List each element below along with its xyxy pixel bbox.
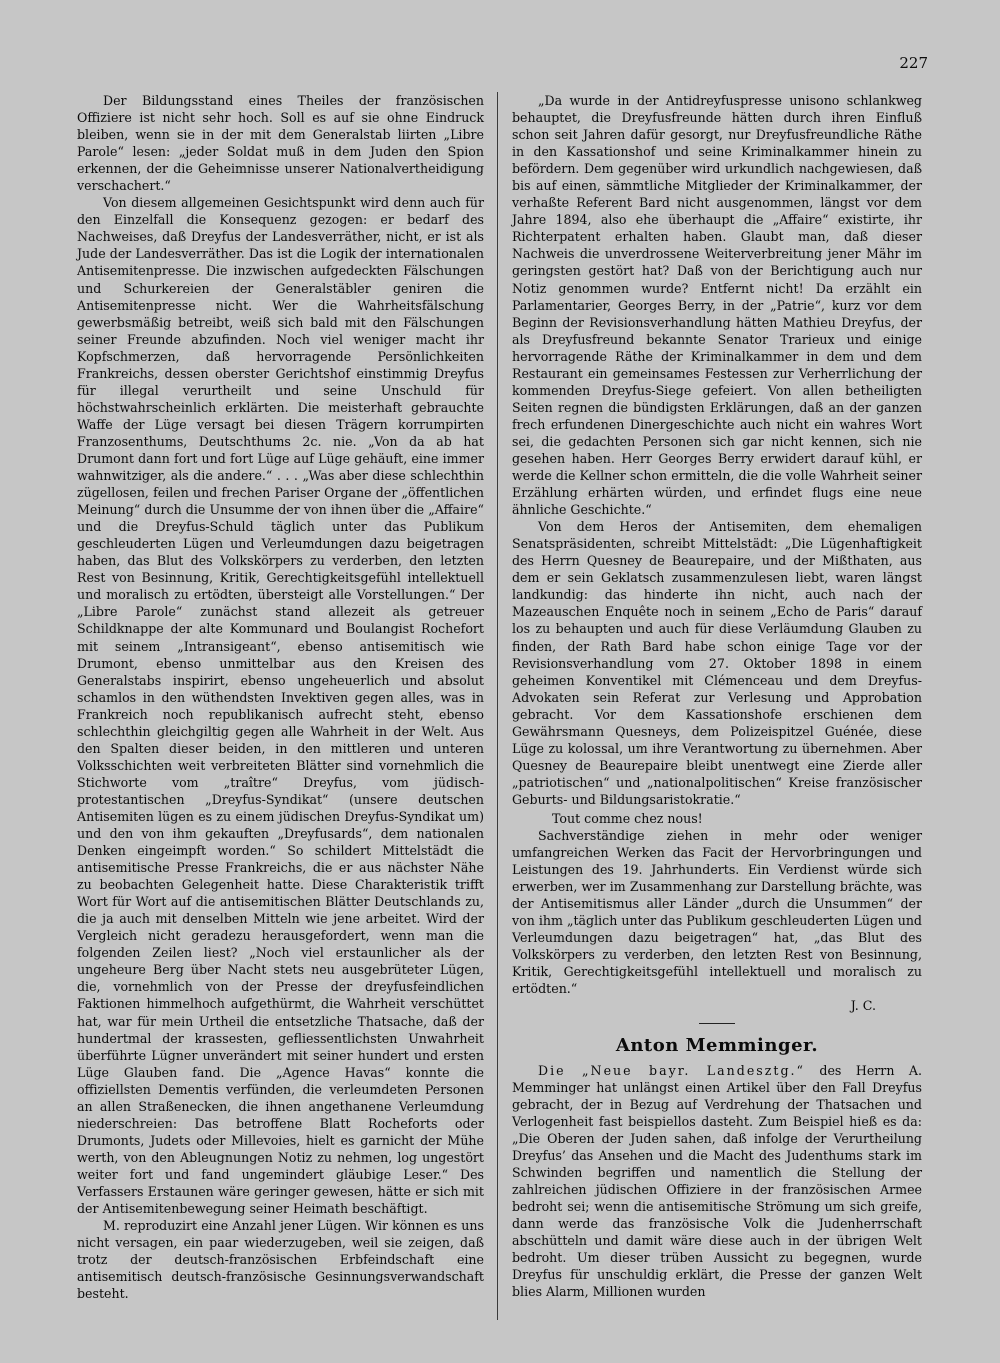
author-signature: J. C.	[850, 998, 876, 1014]
section-body: des Herrn A. Memminger hat unlängst einen Artikel über den Fall Dreyfus gebracht, der in Bezug auf Verdrehung der Thatsachen und Verlogenheit fast beispiellos dasteht. Zum Beispiel hieß es da: „Die Oberen der Juden sahen, daß infolge der Verurtheilung Dreyfus’ das Ansehen und die Macht des Judenthums stark im Schwinden begriffen und namentlich die Stellung der zahlreichen jüdischen Offiziere in der französischen Armee bedroht sei; wenn die antisemitische Strömung um sich greife, dann werde das französische Volk die Judenherrschaft abschütteln und damit wäre diese auch in der übrigen Welt bedroht. Um dieser trüben Aussicht zu begegnen, wurde Dreyfus für unschuldig erklärt, die Presse der ganzen Welt blies Alarm, Millionen wurden	[512, 1062, 922, 1300]
column-divider	[497, 92, 498, 1320]
left-paragraph-2: Von diesem allgemeinen Gesichtspunkt wird denn auch für den Einzelfall die Konsequenz gezogen: er bedarf des Nachweises, daß Dreyfus der Landesverräther, nicht, er ist als Jude der Landesverräther. Das ist die Logik der internationalen Antisemitenpresse. Die inzwischen aufgedeckten Fälschungen und Schurkereien der Generalstäbler geniren die Antisemitenpresse nicht. Wer die Wahrheitsfälschung gewerbsmäßig betreibt, weiß sich bald mit den Fälschungen seiner Freunde abzufinden. Noch viel weniger macht ihr Kopfschmerzen, daß hervorragende Persönlichkeiten Frankreichs, dessen oberster Gerichtshof einstimmig Dreyfus für illegal verurtheilt und seine Unschuld für höchstwahrscheinlich erklärten. Die meisterhaft gebrauchte Waffe der Lüge versagt bei diesen Trägern korrumpirten Franzosenthums, Deutschthums 2c. nie. „Von da ab hat Drumont dann fort und fort Lüge auf Lüge gehäuft, eine immer wahnwitziger, als die andere.“ . . . „Was aber diese schlechthin zügellosen, feilen und frechen Pariser Organe der „öffentlichen Meinung“ durch die Unsumme der von ihnen über die „Affaire“ und die Dreyfus-Schuld täglich unter das Publikum geschleuderten Lügen und Verleumdungen dazu beigetragen haben, das Blut des Volkskörpers zu verderben, den letzten Rest von Besinnung, Kritik, Gerechtigkeitsgefühl intellektuell und moralisch zu ertödten, übersteigt alle Vorstellungen.“ Der „Libre Parole“ zunächst stand allezeit als getreuer Schildknappe der alte Kommunard und Boulangist Rochefort mit seinem „Intransigeant“, ebenso antisemitisch wie Drumont, ebenso unmittelbar aus den Kreisen des Generalstabs inspirirt, ebenso ungeheuerlich und absolut schamlos in den wüthendsten Invektiven gegen alles, was in Frankreich noch republikanisch aufrecht steht, ebenso schlechthin gleichgiltig gegen alle Wahrheit in der Welt. Aus den Spalten dieser beiden, in den mittleren und unteren Volksschichten weit verbreiteten Blätter sind vornehmlich die Stichworte vom „traître“ Dreyfus, vom jüdisch-protestantischen „Dreyfus-Syndikat“ (unsere deutschen Antisemiten lügen es zu einem jüdischen Dreyfus-Syndikat um) und den von ihm gekauften „Dreyfusards“, dem nationalen Denken eingeimpft worden.“ So schildert Mittelstädt die antisemitische Presse Frankreichs, die er aus nächster Nähe zu beobachten Gelegenheit hatte. Diese Charakteristik trifft Wort für Wort auf die antisemitischen Blätter Deutschlands zu, die ja auch mit denselben Mitteln wie jene arbeitet. Wird der Vergleich nicht geradezu herausgefordert, wenn man die folgenden Zeilen liest? „Noch viel erstaunlicher als der ungeheure Berg über Nacht stets neu ausgebrüteter Lügen, die, vornehmlich von der Presse der dreyfusfeindlichen Faktionen himmelhoch aufgethürmt, die Wahrheit verschüttet hat, war für mein Urtheil die entsetzliche Thatsache, daß der hundertmal der krassesten, gefliessentlichsten Unwahrheit überführte Lügner unverändert mit seiner hundert und ersten Lüge Glauben fand. Die „Agence Havas“ konnte die offiziellsten Dementis verfünden, die verleumdeten Personen an allen Straßenecken, die ihnen angethanene Verleumdung niederschreien: Das betroffene Blatt Rocheforts oder Drumonts, Judets oder Millevoies, hielt es garnicht der Mühe werth, von den Ableugnungen Notiz zu nehmen, log ungestört weiter fort und fand ungemindert gläubige Leser.“ Des Verfassers Erstaunen wäre geringer gewesen, hätte er sich mit der Antisemitenbewegung seiner Heimath beschäftigt.	[77, 195, 484, 1217]
newspaper-title: Die „Neue bayr. Landesztg.“	[538, 1062, 805, 1078]
section-heading: Anton Memminger.	[615, 1034, 819, 1056]
left-column	[77, 92, 484, 1302]
left-paragraph-3: M. reproduzirt eine Anzahl jener Lügen. Wir können es uns nicht versagen, ein paar wiederzugeben, weil sie zeigen, daß trotz der deutsch-französischen Erbfeindschaft eine antisemitisch deutsch-französische Gesinnungsverwandschaft besteht.	[77, 1218, 484, 1302]
right-paragraph-2: Von dem Heros der Antisemiten, dem ehemaligen Senatspräsidenten, schreibt Mittelstädt: „Die Lügenhaftigkeit des Herrn Quesney de Beaurepaire, und der Mißthaten, aus dem er sein Geklatsch zusammenzulesen liebt, waren längst landkundig: das hinderte ihn nicht, auch nach der Mazeauschen Enquête noch in seinem „Echo de Paris“ darauf los zu behaupten und auch für diese Verläumdung Glauben zu finden, der Rath Bard habe schon einige Tage vor der Revisionsverhandlung vom 27. Oktober 1898 in einem geheimen Konventikel mit Clémenceau und dem Dreyfus-Advokaten sein Referat zur Verlesung und Approbation gebracht. Vor dem Kassationshofe erschienen dem Gewährsmann Quesneys, dem Polizeispitzel Guénée, diese Lüge zu kolossal, um ihre Verantwortung zu übernehmen. Aber Quesney de Beaurepaire bleibt unentwegt eine Zierde aller „patriotischen“ und „nationalpolitischen“ Kreise französischer Geburts- und Bildungsaristokratie.“	[512, 519, 922, 807]
closing-paragraph: Sachverständige ziehen in mehr oder weniger umfangreichen Werken das Facit der Hervorbringungen und Leistungen des 19. Jahrhunderts. Ein Verdienst würde sich erwerben, wer im Zusammenhang zur Darstellung brächte, was der Antisemitismus aller Länder „durch die Unsummen“ der von ihm „täglich unter das Publikum geschleuderten Lügen und Verleumdungen dazu beigetragen“ hat, „das Blut des Volkskörpers zu verderben, den letzten Rest von Besinnung, Kritik, Gerechtigkeitsgefühl intellektuell und moralisch zu ertödten.“	[512, 828, 922, 997]
right-column	[512, 92, 922, 1300]
section-paragraph	[512, 1062, 922, 1301]
separator-rule	[699, 1023, 735, 1024]
left-paragraph-1: Der Bildungsstand eines Theiles der französischen Offiziere ist nicht sehr hoch. Soll es auf sie ohne Eindruck bleiben, wenn sie in der mit dem Generalstab liirten „Libre Parole“ lesen: „jeder Soldat muß in dem Juden den Spion erkennen, der die Geheimnisse unserer Nationalvertheidigung verschachert.“	[77, 93, 484, 194]
page-number: 227	[899, 54, 928, 72]
quote-line: Tout comme chez nous!	[552, 810, 703, 826]
right-paragraph-1: „Da wurde in der Antidreyfuspresse unisono schlankweg behauptet, die Dreyfusfreunde hätten durch ihren Einfluß schon seit Jahren dafür gesorgt, nur Dreyfusfreundliche Räthe in den Kassationshof und seine Kriminalkammer hinein zu befördern. Dem gegenüber wird urkundlich nachgewiesen, daß bis auf einen, sämmtliche Mitglieder der Kriminalkammer, der verhaßte Referent Bard nicht ausgenommen, längst vor dem Jahre 1894, also ehe überhaupt die „Affaire“ existirte, ihr Richterpatent erhalten haben. Glaubt man, daß dieser Nachweis die unverdrossene Weiterverbreitung jener Mähr im geringsten gestört hat? Daß von der Berichtigung auch nur Notiz genommen wurde? Entfernt nicht! Da erzählt ein Parlamentarier, Georges Berry, in der „Patrie“, kurz vor dem Beginn der Revisionsverhandlung hätten Mathieu Dreyfus, der als Dreyfusfreund bekannte Senator Trarieux und einige hervorragende Räthe der Kriminalkammer in dem und dem Restaurant ein gemeinsames Festessen zur Verherrlichung der kommenden Dreyfus-Siege gefeiert. Von allen betheiligten Seiten regnen die bündigsten Erklärungen, daß an der ganzen frech erfundenen Dinergeschichte auch nicht ein wahres Wort sei, die gedachten Personen sich gar nicht kennen, sich nie gesehen haben. Herr Georges Berry erwidert darauf kühl, er werde die Kellner schon ermitteln, die die volle Wahrheit seiner Erzählung erhärten würden, und erfindet flugs eine neue ähnliche Geschichte.“	[512, 93, 922, 518]
